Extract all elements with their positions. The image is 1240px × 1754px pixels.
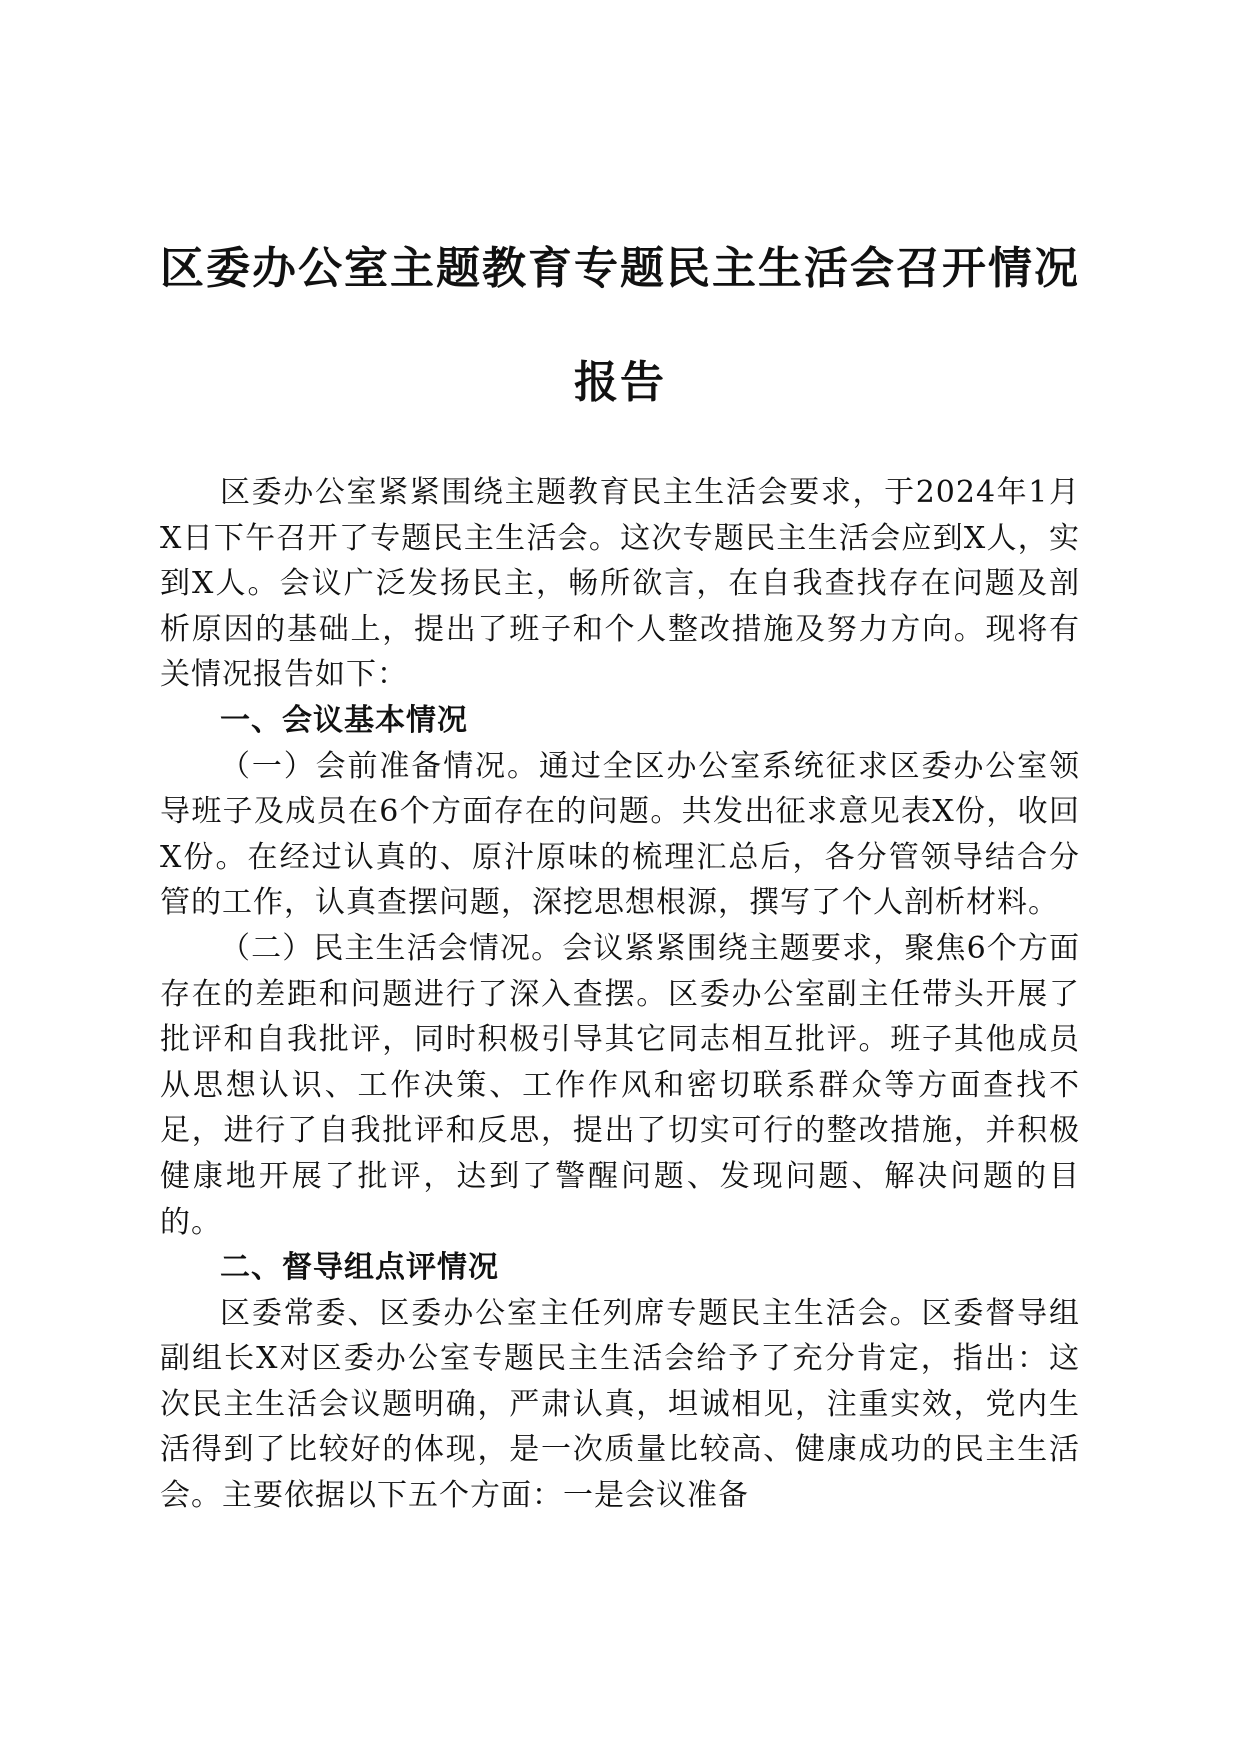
subsection-1-paragraph: [160, 744, 1080, 926]
subsection-1-lead: （一）会前准备情况。: [220, 748, 539, 784]
document-body: [160, 470, 1080, 1519]
document-title-line-2: 报告: [574, 357, 666, 408]
intro-paragraph: 区委办公室紧紧围绕主题教育民主生活会要求，于2024年1月X日下午召开了专题民主生活会。这次专题民主生活会应到X人，实到X人。会议广泛发扬民主，畅所欲言，在自我查找存在问题及剖析原因的基础上，提出了班子和个人整改措施及努力方向。现将有关情况报告如下：: [160, 475, 1080, 693]
subsection-2-paragraph: [160, 926, 1080, 1245]
section-2-heading: 二、督导组点评情况: [220, 1250, 499, 1286]
subsection-2-text: 会议紧紧围绕主题要求，聚焦6个方面存在的差距和问题进行了深入查摆。区委办公室副主任带头开展了批评和自我批评，同时积极引导其它同志相互批评。班子其他成员从思想认识、工作决策、工作作风和密切联系群众等方面查找不足，进行了自我批评和反思，提出了切实可行的整改措施，并积极健康地开展了批评，达到了警醒问题、发现问题、解决问题的目的。: [160, 930, 1080, 1240]
subsection-2-lead: （二）民主生活会情况。: [220, 930, 563, 966]
document-title-line-1: 区委办公室主题教育专题民主生活会召开情况: [160, 243, 1080, 294]
section-2-paragraph: 区委常委、区委办公室主任列席专题民主生活会。区委督导组副组长X对区委办公室专题民主生活会给予了充分肯定，指出：这次民主生活会议题明确，严肃认真，坦诚相见，注重实效，党内生活得到了比较好的体现，是一次质量比较高、健康成功的民主生活会。主要依据以下五个方面：一是会议准备: [160, 1295, 1080, 1514]
subsection-1-text: 通过全区办公室系统征求区委办公室领导班子及成员在6个方面存在的问题。共发出征求意见表X份，收回X份。在经过认真的、原汁原味的梳理汇总后，各分管领导结合分管的工作，认真查摆问题，深挖思想根源，撰写了个人剖析材料。: [160, 748, 1081, 921]
section-1-heading: 一、会议基本情况: [220, 702, 468, 738]
